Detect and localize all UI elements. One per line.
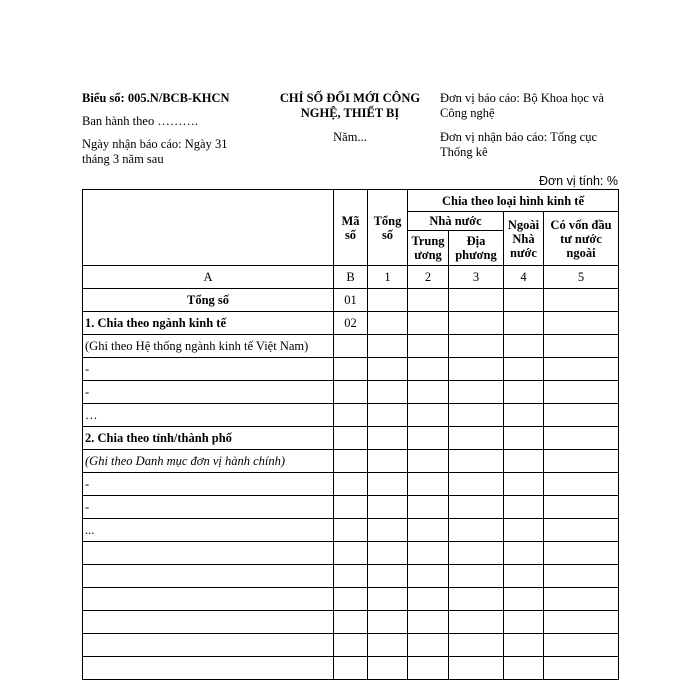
report-year: Năm... — [333, 130, 367, 144]
empty-cell — [449, 565, 504, 588]
empty-cell — [504, 611, 544, 634]
row-code — [334, 542, 368, 565]
empty-cell — [504, 473, 544, 496]
empty-cell — [408, 473, 449, 496]
table-row — [83, 312, 619, 335]
empty-cell — [544, 473, 619, 496]
index-cell: 2 — [408, 266, 449, 289]
empty-cell — [368, 519, 408, 542]
table-row — [83, 634, 619, 657]
reporting-unit: Đơn vị báo cáo: Bộ Khoa học và Công nghệ — [440, 91, 604, 120]
row-label — [83, 611, 334, 634]
header-fdi: Có vốn đầu tư nước ngoài — [544, 212, 619, 266]
row-label: ... — [83, 519, 334, 542]
empty-cell — [544, 358, 619, 381]
empty-cell — [504, 519, 544, 542]
index-cell: B — [334, 266, 368, 289]
index-cell: 4 — [504, 266, 544, 289]
empty-cell — [544, 519, 619, 542]
empty-cell — [504, 312, 544, 335]
receive-date: Ngày nhận báo cáo: Ngày 31 tháng 3 năm sau — [82, 137, 228, 166]
table-row — [83, 358, 619, 381]
row-code — [334, 657, 368, 680]
empty-cell — [449, 496, 504, 519]
row-label — [83, 588, 334, 611]
empty-cell — [544, 565, 619, 588]
empty-cell — [544, 611, 619, 634]
empty-cell — [449, 542, 504, 565]
empty-cell — [408, 289, 449, 312]
empty-cell — [368, 634, 408, 657]
empty-cell — [408, 496, 449, 519]
index-cell: A — [83, 266, 334, 289]
header-state: Nhà nước — [408, 212, 504, 231]
empty-cell — [544, 657, 619, 680]
empty-cell — [368, 381, 408, 404]
table-row — [83, 427, 619, 450]
empty-cell — [544, 427, 619, 450]
empty-cell — [408, 542, 449, 565]
empty-cell — [504, 496, 544, 519]
empty-cell — [544, 450, 619, 473]
empty-cell — [408, 335, 449, 358]
empty-cell — [408, 519, 449, 542]
empty-cell — [449, 657, 504, 680]
empty-cell — [544, 312, 619, 335]
row-code: 01 — [334, 289, 368, 312]
empty-cell — [368, 496, 408, 519]
row-label: Tổng số — [83, 289, 334, 312]
empty-cell — [449, 427, 504, 450]
header-total: Tổng số — [368, 190, 408, 266]
empty-cell — [408, 450, 449, 473]
row-label: - — [83, 381, 334, 404]
empty-cell — [368, 588, 408, 611]
empty-cell — [449, 381, 504, 404]
empty-cell — [544, 542, 619, 565]
empty-cell — [408, 427, 449, 450]
table-row — [83, 611, 619, 634]
report-title — [262, 91, 438, 121]
header-economic-type: Chia theo loại hình kinh tế — [408, 190, 619, 212]
empty-cell — [368, 611, 408, 634]
row-code — [334, 404, 368, 427]
empty-cell — [408, 611, 449, 634]
index-cell: 1 — [368, 266, 408, 289]
empty-cell — [408, 634, 449, 657]
table-row — [83, 450, 619, 473]
empty-cell — [368, 427, 408, 450]
table-row — [83, 542, 619, 565]
empty-cell — [368, 312, 408, 335]
row-label — [83, 565, 334, 588]
table-row — [83, 335, 619, 358]
empty-cell — [408, 358, 449, 381]
header-code: Mã số — [334, 190, 368, 266]
issued-by: Ban hành theo ………. — [82, 114, 198, 128]
row-code — [334, 381, 368, 404]
row-code — [334, 611, 368, 634]
empty-cell — [368, 473, 408, 496]
row-code — [334, 450, 368, 473]
table-row — [83, 289, 619, 312]
row-label: (Ghi theo Hệ thống ngành kinh tế Việt Nam) — [83, 335, 334, 358]
empty-cell — [504, 565, 544, 588]
header-blank — [83, 190, 334, 266]
row-code — [334, 473, 368, 496]
empty-cell — [408, 404, 449, 427]
empty-cell — [449, 358, 504, 381]
table-row — [83, 381, 619, 404]
index-cell: 3 — [449, 266, 504, 289]
title-line-1: CHỈ SỐ ĐỔI MỚI CÔNG — [279, 91, 421, 105]
title-line-2: NGHỆ, THIẾT BỊ — [300, 106, 400, 120]
header-central: Trung ương — [408, 231, 449, 266]
row-label — [83, 657, 334, 680]
empty-cell — [368, 335, 408, 358]
empty-cell — [449, 312, 504, 335]
header-non-state: Ngoài Nhà nước — [504, 212, 544, 266]
empty-cell — [544, 404, 619, 427]
table-row — [83, 519, 619, 542]
empty-cell — [544, 496, 619, 519]
receiving-unit: Đơn vị nhận báo cáo: Tổng cục Thống kê — [440, 130, 598, 159]
row-label: 1. Chia theo ngành kinh tế — [83, 312, 334, 335]
index-row — [83, 266, 619, 289]
table-row — [83, 473, 619, 496]
empty-cell — [449, 404, 504, 427]
empty-cell — [504, 542, 544, 565]
table-row — [83, 496, 619, 519]
row-code — [334, 565, 368, 588]
report-table — [82, 189, 619, 680]
row-code — [334, 335, 368, 358]
empty-cell — [449, 335, 504, 358]
empty-cell — [449, 289, 504, 312]
empty-cell — [504, 404, 544, 427]
empty-cell — [449, 450, 504, 473]
row-label: - — [83, 473, 334, 496]
empty-cell — [504, 289, 544, 312]
row-code: 02 — [334, 312, 368, 335]
empty-cell — [544, 588, 619, 611]
row-code — [334, 634, 368, 657]
row-code — [334, 588, 368, 611]
empty-cell — [504, 335, 544, 358]
row-label — [83, 634, 334, 657]
empty-cell — [504, 427, 544, 450]
table-row — [83, 588, 619, 611]
empty-cell — [449, 611, 504, 634]
empty-cell — [368, 404, 408, 427]
row-label: … — [83, 404, 334, 427]
empty-cell — [544, 634, 619, 657]
table-row — [83, 657, 619, 680]
header-local: Địa phương — [449, 231, 504, 266]
empty-cell — [368, 542, 408, 565]
empty-cell — [368, 358, 408, 381]
empty-cell — [504, 634, 544, 657]
empty-cell — [544, 381, 619, 404]
row-code — [334, 519, 368, 542]
empty-cell — [504, 358, 544, 381]
empty-cell — [449, 473, 504, 496]
empty-cell — [504, 450, 544, 473]
empty-cell — [449, 634, 504, 657]
empty-cell — [368, 450, 408, 473]
row-code — [334, 496, 368, 519]
unit-label: Đơn vị tính: % — [538, 174, 618, 188]
row-label: - — [83, 358, 334, 381]
table-row — [83, 565, 619, 588]
empty-cell — [368, 565, 408, 588]
empty-cell — [544, 335, 619, 358]
empty-cell — [368, 657, 408, 680]
row-code — [334, 358, 368, 381]
empty-cell — [544, 289, 619, 312]
empty-cell — [408, 312, 449, 335]
table-row — [83, 404, 619, 427]
row-label: (Ghi theo Danh mục đơn vị hành chính) — [83, 450, 334, 473]
row-label: 2. Chia theo tỉnh/thành phố — [83, 427, 334, 450]
empty-cell — [449, 519, 504, 542]
empty-cell — [504, 657, 544, 680]
empty-cell — [408, 381, 449, 404]
empty-cell — [368, 289, 408, 312]
empty-cell — [408, 657, 449, 680]
empty-cell — [449, 588, 504, 611]
row-label: - — [83, 496, 334, 519]
row-label — [83, 542, 334, 565]
empty-cell — [408, 588, 449, 611]
empty-cell — [504, 588, 544, 611]
empty-cell — [408, 565, 449, 588]
row-code — [334, 427, 368, 450]
index-cell: 5 — [544, 266, 619, 289]
form-code: Biểu số: 005.N/BCB-KHCN — [82, 91, 230, 105]
empty-cell — [504, 381, 544, 404]
